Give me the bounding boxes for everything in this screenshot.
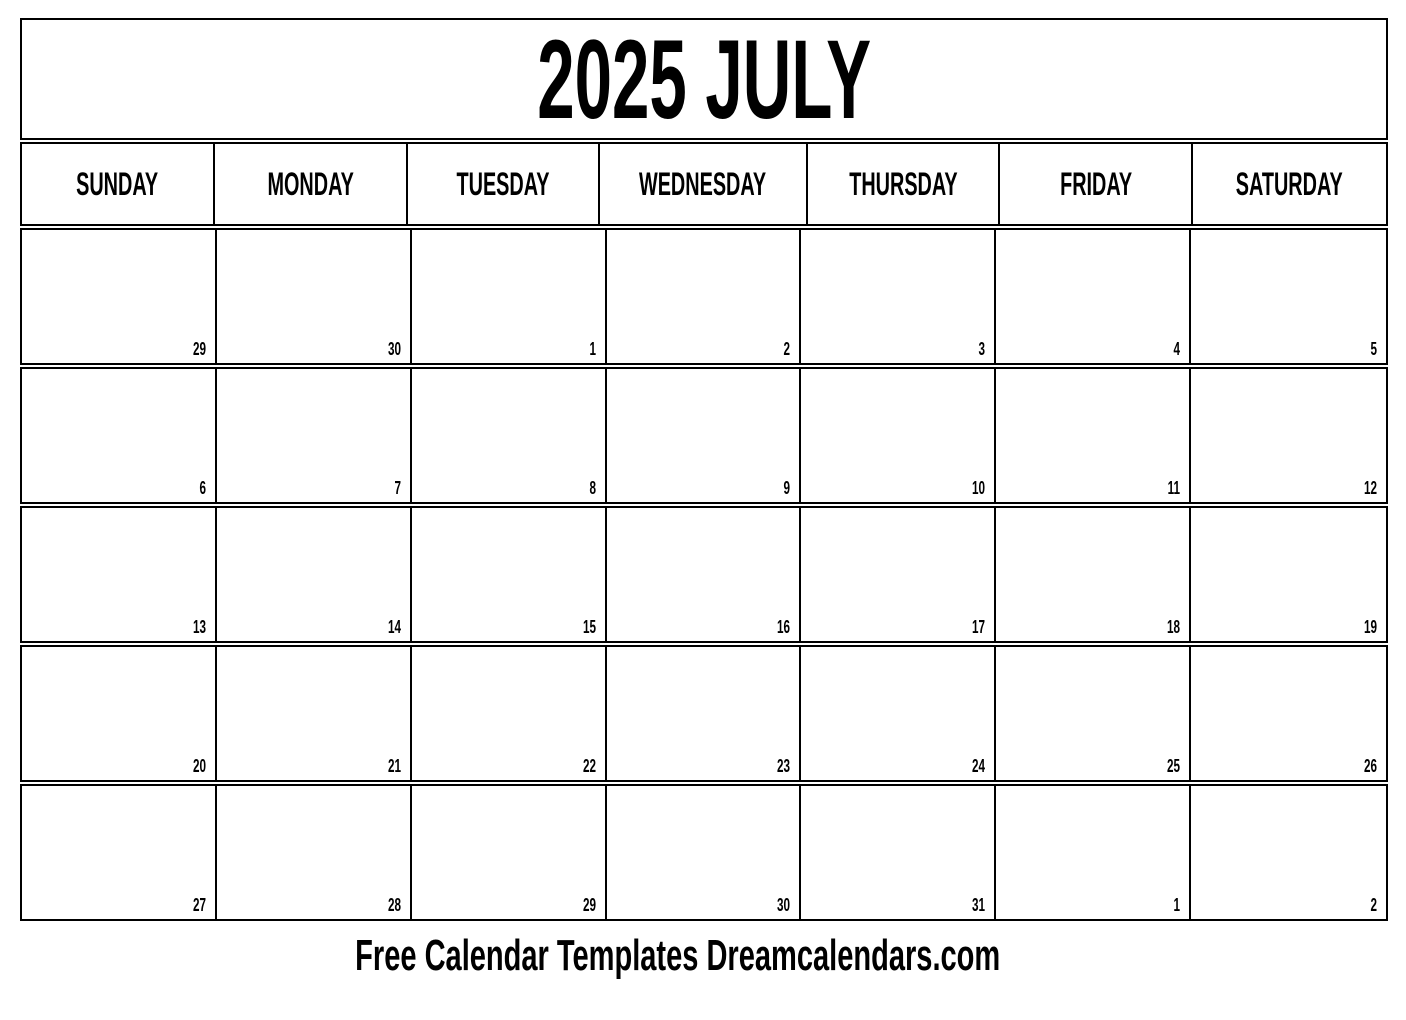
date-number: 12 bbox=[1363, 478, 1377, 498]
date-number: 9 bbox=[783, 478, 791, 498]
week-row-2 bbox=[20, 367, 1388, 504]
date-number: 2 bbox=[1370, 895, 1377, 915]
day-cell bbox=[412, 647, 607, 780]
date-number: 10 bbox=[972, 478, 986, 498]
day-cell bbox=[22, 647, 217, 780]
weekday-label: SUNDAY bbox=[76, 165, 159, 202]
weekday-header-sunday bbox=[22, 144, 215, 224]
weekday-label: TUESDAY bbox=[456, 165, 550, 202]
day-cell bbox=[217, 369, 412, 502]
day-cell bbox=[412, 786, 607, 919]
day-cell bbox=[801, 786, 996, 919]
weekday-label: SATURDAY bbox=[1236, 165, 1344, 202]
day-cell bbox=[607, 230, 802, 363]
date-number: 21 bbox=[387, 756, 401, 776]
week-row-5 bbox=[20, 784, 1388, 921]
day-cell bbox=[607, 647, 802, 780]
day-cell bbox=[1191, 786, 1386, 919]
day-cell bbox=[801, 647, 996, 780]
day-cell bbox=[996, 647, 1191, 780]
weekday-header-wednesday bbox=[600, 144, 807, 224]
day-cell bbox=[217, 508, 412, 641]
date-number: 14 bbox=[387, 617, 401, 637]
weekday-header-saturday bbox=[1193, 144, 1386, 224]
date-number: 27 bbox=[192, 895, 206, 915]
date-number: 29 bbox=[192, 339, 206, 359]
week-row-3 bbox=[20, 506, 1388, 643]
date-number: 1 bbox=[589, 339, 596, 359]
day-cell bbox=[217, 647, 412, 780]
calendar-title: 2025 JULY bbox=[537, 16, 871, 142]
weekday-header-thursday bbox=[808, 144, 1001, 224]
week-row-4 bbox=[20, 645, 1388, 782]
calendar-title-box bbox=[20, 18, 1388, 140]
date-number: 29 bbox=[582, 895, 596, 915]
weekday-label: FRIDAY bbox=[1059, 165, 1132, 202]
date-number: 4 bbox=[1173, 339, 1181, 359]
date-number: 26 bbox=[1363, 756, 1377, 776]
weekday-label: WEDNESDAY bbox=[639, 165, 767, 202]
day-cell bbox=[22, 369, 217, 502]
date-number: 8 bbox=[589, 478, 596, 498]
day-cell bbox=[22, 230, 217, 363]
day-cell bbox=[607, 786, 802, 919]
date-number: 23 bbox=[777, 756, 791, 776]
date-number: 24 bbox=[972, 756, 986, 776]
date-number: 13 bbox=[192, 617, 206, 637]
day-cell bbox=[1191, 647, 1386, 780]
date-number: 30 bbox=[777, 895, 791, 915]
footer bbox=[20, 931, 1336, 981]
date-number: 25 bbox=[1167, 756, 1181, 776]
day-cell bbox=[412, 508, 607, 641]
date-number: 1 bbox=[1173, 895, 1181, 915]
weekday-header-friday bbox=[1000, 144, 1193, 224]
day-cell bbox=[412, 369, 607, 502]
date-number: 11 bbox=[1167, 478, 1181, 498]
date-number: 7 bbox=[394, 478, 401, 498]
date-number: 20 bbox=[192, 756, 206, 776]
date-number: 31 bbox=[972, 895, 986, 915]
date-number: 17 bbox=[972, 617, 986, 637]
day-cell bbox=[1191, 230, 1386, 363]
day-cell bbox=[801, 230, 996, 363]
date-number: 6 bbox=[199, 478, 206, 498]
date-number: 16 bbox=[777, 617, 791, 637]
weekday-header-row bbox=[20, 142, 1388, 226]
date-number: 5 bbox=[1370, 339, 1377, 359]
weekday-header-tuesday bbox=[408, 144, 601, 224]
weekday-label: MONDAY bbox=[267, 165, 354, 202]
day-cell bbox=[22, 508, 217, 641]
day-cell bbox=[996, 786, 1191, 919]
date-number: 15 bbox=[582, 617, 596, 637]
date-number: 2 bbox=[783, 339, 791, 359]
date-number: 28 bbox=[387, 895, 401, 915]
day-cell bbox=[801, 369, 996, 502]
day-cell bbox=[996, 230, 1191, 363]
weekday-header-monday bbox=[215, 144, 408, 224]
date-number: 22 bbox=[582, 756, 596, 776]
footer-branding-text: Free Calendar Templates Dreamcalendars.com bbox=[355, 931, 1001, 980]
date-number: 3 bbox=[978, 339, 986, 359]
day-cell bbox=[996, 369, 1191, 502]
day-cell bbox=[801, 508, 996, 641]
date-number: 30 bbox=[387, 339, 401, 359]
weekday-label: THURSDAY bbox=[848, 165, 958, 202]
week-row-1 bbox=[20, 228, 1388, 365]
day-cell bbox=[217, 786, 412, 919]
day-cell bbox=[217, 230, 412, 363]
day-cell bbox=[412, 230, 607, 363]
day-cell bbox=[996, 508, 1191, 641]
day-cell bbox=[1191, 369, 1386, 502]
date-number: 19 bbox=[1363, 617, 1377, 637]
day-cell bbox=[607, 369, 802, 502]
day-cell bbox=[1191, 508, 1386, 641]
day-cell bbox=[607, 508, 802, 641]
date-number: 18 bbox=[1167, 617, 1181, 637]
day-cell bbox=[22, 786, 217, 919]
